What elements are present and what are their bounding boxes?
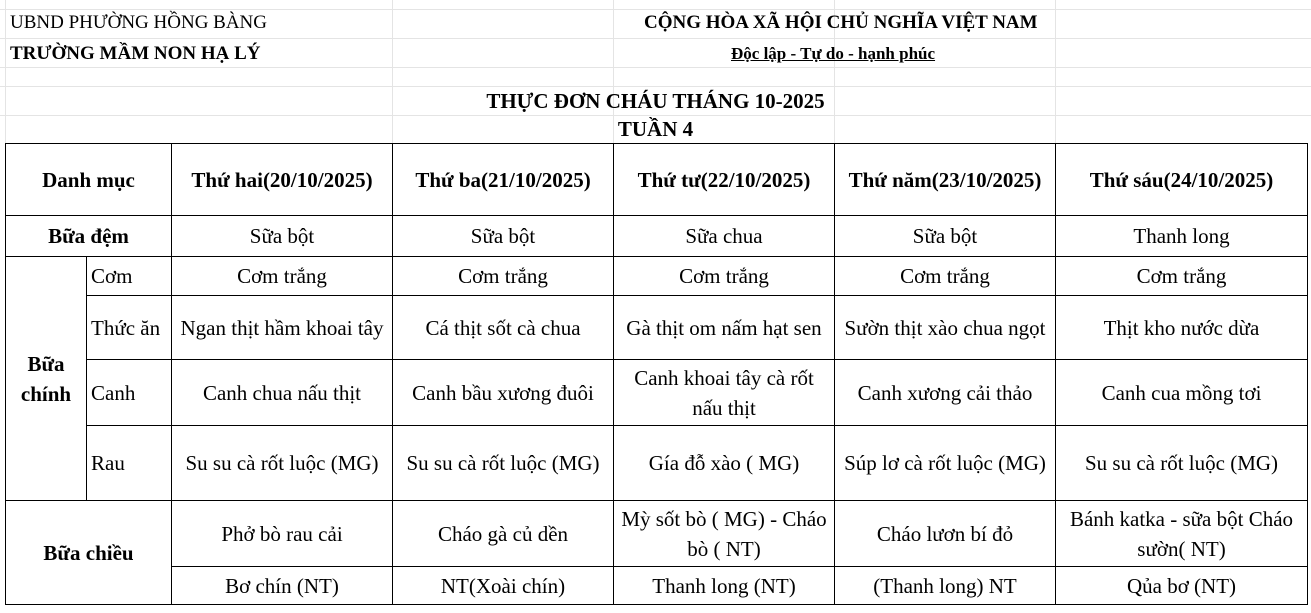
day-header: Thứ năm(23/10/2025) (835, 144, 1056, 216)
menu-cell: Sữa bột (835, 216, 1056, 257)
menu-cell: Bánh katka - sữa bột Cháo sườn( NT) (1056, 501, 1308, 567)
menu-table (5, 143, 1308, 605)
menu-cell: Cháo gà củ dền (393, 501, 614, 567)
table-row (6, 501, 1308, 567)
menu-cell: Cháo lươn bí đỏ (835, 501, 1056, 567)
menu-cell: Canh khoai tây cà rốt nấu thịt (614, 360, 835, 426)
menu-cell: Sữa bột (172, 216, 393, 257)
sub-label: Cơm (87, 257, 172, 296)
meal-label: Bữa chính (6, 257, 87, 501)
menu-cell: Gía đỗ xào ( MG) (614, 426, 835, 501)
menu-cell: Cơm trắng (614, 257, 835, 296)
sheet-gridline (0, 67, 1311, 68)
sub-label: Thức ăn (87, 296, 172, 360)
menu-cell: Mỳ sốt bò ( MG) - Cháo bò ( NT) (614, 501, 835, 567)
menu-cell: Su su cà rốt luộc (MG) (1056, 426, 1308, 501)
sheet-gridline (0, 115, 1311, 116)
national-title: CỘNG HÒA XÃ HỘI CHỦ NGHĨA VIỆT NAM (644, 12, 1038, 33)
table-row (6, 360, 1308, 426)
menu-cell: Cơm trắng (1056, 257, 1308, 296)
sheet-gridline (0, 9, 1311, 10)
day-header: Thứ ba(21/10/2025) (393, 144, 614, 216)
menu-cell: Bơ chín (NT) (172, 567, 393, 605)
menu-cell: Sườn thịt xào chua ngọt (835, 296, 1056, 360)
menu-cell: Gà thịt om nấm hạt sen (614, 296, 835, 360)
table-row (6, 216, 1308, 257)
menu-cell: Phở bò rau cải (172, 501, 393, 567)
table-row (6, 257, 1308, 296)
meal-label: Bữa chiều (6, 501, 172, 605)
menu-cell: (Thanh long) NT (835, 567, 1056, 605)
menu-cell: Cơm trắng (172, 257, 393, 296)
table-row (6, 426, 1308, 501)
category-header: Danh mục (6, 144, 172, 216)
menu-cell: Thanh long (NT) (614, 567, 835, 605)
table-row (6, 296, 1308, 360)
national-motto: Độc lập - Tự do - hạnh phúc (731, 44, 936, 63)
agency-name: UBND PHƯỜNG HỒNG BÀNG (10, 12, 268, 33)
day-header: Thứ hai(20/10/2025) (172, 144, 393, 216)
menu-cell: Canh cua mồng tơi (1056, 360, 1308, 426)
menu-cell: Súp lơ cà rốt luộc (MG) (835, 426, 1056, 501)
menu-cell: NT(Xoài chín) (393, 567, 614, 605)
menu-cell: Canh chua nấu thịt (172, 360, 393, 426)
menu-cell: Cơm trắng (393, 257, 614, 296)
table-header-row (6, 144, 1308, 216)
day-header: Thứ tư(22/10/2025) (614, 144, 835, 216)
menu-cell: Su su cà rốt luộc (MG) (393, 426, 614, 501)
school-name: TRƯỜNG MẦM NON HẠ LÝ (10, 43, 261, 64)
menu-cell: Thịt kho nước dừa (1056, 296, 1308, 360)
menu-cell: Su su cà rốt luộc (MG) (172, 426, 393, 501)
meal-label: Bữa đệm (6, 216, 172, 257)
day-header: Thứ sáu(24/10/2025) (1056, 144, 1308, 216)
sheet-gridline (0, 86, 1311, 87)
menu-cell: Sữa bột (393, 216, 614, 257)
menu-cell: Cơm trắng (835, 257, 1056, 296)
menu-cell: Thanh long (1056, 216, 1308, 257)
menu-cell: Ngan thịt hầm khoai tây (172, 296, 393, 360)
sheet-gridline (0, 38, 1311, 39)
sub-label: Rau (87, 426, 172, 501)
menu-cell: Canh xương cải thảo (835, 360, 1056, 426)
sub-label: Canh (87, 360, 172, 426)
menu-cell: Sữa chua (614, 216, 835, 257)
page-subtitle: TUẦN 4 (617, 117, 694, 141)
menu-cell: Qủa bơ (NT) (1056, 567, 1308, 605)
table-row (6, 567, 1308, 605)
page-title: THỰC ĐƠN CHÁU THÁNG 10-2025 (486, 89, 825, 113)
menu-cell: Cá thịt sốt cà chua (393, 296, 614, 360)
menu-cell: Canh bầu xương đuôi (393, 360, 614, 426)
